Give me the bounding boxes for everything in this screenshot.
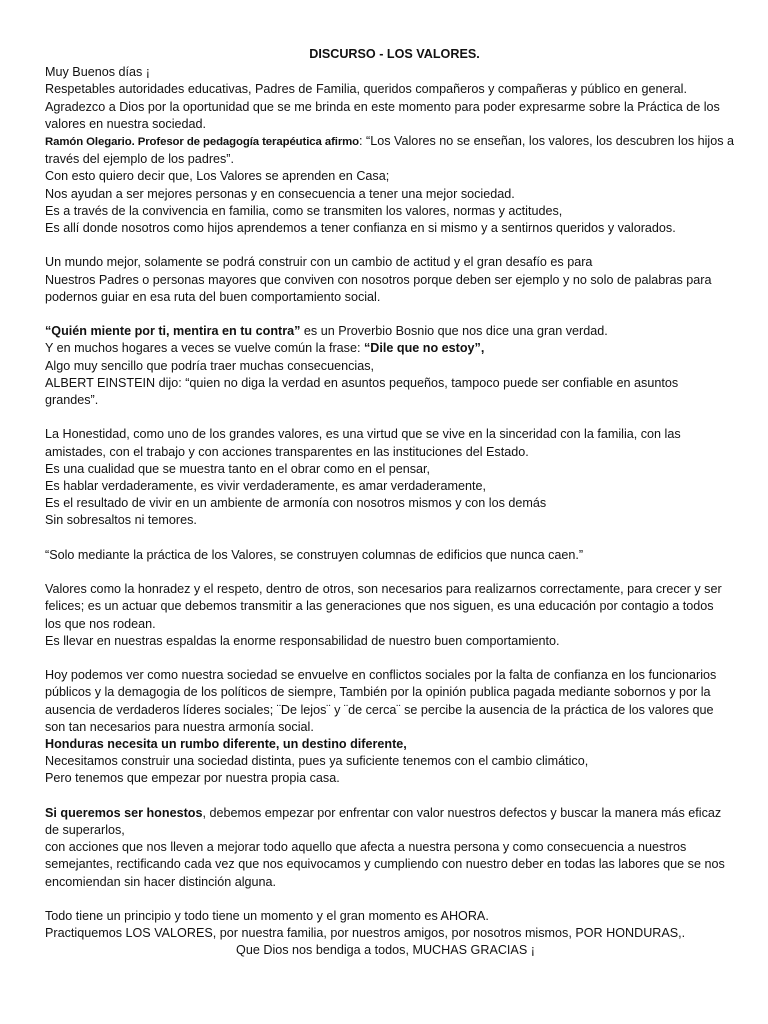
- text-line: Es una cualidad que se muestra tanto en el obrar como en el pensar,: [45, 461, 431, 476]
- text-segment: es un Proverbio Bosnio que nos dice una gran verdad.: [300, 324, 608, 339]
- paragraph-honesty: [45, 426, 726, 529]
- text-line: públicos y la demagogia de los políticos de siempre, También por la opinión publica pagada mediante sobornos y por la: [45, 685, 711, 700]
- text-segment: , debemos empezar por enfrentar con valor nuestros defectos y buscar la manera más eficaz: [202, 805, 722, 820]
- text-line: ausencia de verdaderos líderes sociales; ¨De lejos¨ y ¨de cerca¨ se percibe la ausencia de la práctica de los valores que: [45, 702, 714, 717]
- text-segment: : “Los Valores no se enseñan, los valores, los descubren los hijos a: [359, 134, 735, 149]
- text-line: Nuestros Padres o personas mayores que conviven con nosotros porque deben ser ejemplo y no solo de palabras para: [45, 272, 712, 287]
- text-line: Sin sobresaltos ni temores.: [45, 513, 197, 528]
- text-line: La Honestidad, como uno de los grandes valores, es una virtud que se vive en la sinceridad con la familia, con las: [45, 427, 681, 442]
- text-line: valores en nuestra sociedad.: [45, 116, 207, 131]
- text-line: ALBERT EINSTEIN dijo: “quien no diga la verdad en asuntos pequeños, tampoco puede ser confiable en asuntos: [45, 375, 679, 390]
- paragraph-society: [45, 667, 726, 787]
- paragraph-honest: [45, 805, 726, 891]
- text-line: felices; es un actuar que debemos transmitir a las generaciones que nos siguen, es una educación por contagio a todos: [45, 599, 714, 614]
- paragraph-spacer: [45, 237, 726, 254]
- text-line: Todo tiene un principio y todo tiene un momento y el gran momento es AHORA.: [45, 909, 489, 924]
- paragraph-spacer: [45, 409, 726, 426]
- closing-line: Que Dios nos bendiga a todos, MUCHAS GRACIAS ¡: [236, 943, 535, 958]
- text-line: Agradezco a Dios por la oportunidad que se me brinda en este momento para poder expresarme sobre la Práctica de los: [45, 99, 720, 114]
- text-line: amistades, con el trabajo y con acciones transparentes en las instituciones del Estado.: [45, 444, 529, 459]
- phrase-quote: “Dile que no estoy”,: [363, 341, 485, 356]
- text-line: encomiendan sin hacer distinción alguna.: [45, 874, 277, 889]
- text-line: [45, 340, 726, 357]
- text-line: de superarlos,: [45, 823, 125, 838]
- text-line: través del ejemplo de los padres”.: [45, 152, 235, 167]
- text-line: “Solo mediante la práctica de los Valores, se construyen columnas de edificios que nunca caen.”: [45, 547, 584, 562]
- text-line: Con esto quiero decir que, Los Valores se aprenden en Casa;: [45, 169, 390, 184]
- text-line: son tan necesarios para nuestra armonía social.: [45, 719, 314, 734]
- text-line: Algo muy sencillo que podría traer muchas consecuencias,: [45, 358, 375, 373]
- paragraph-closing: [45, 908, 726, 960]
- text-line: [45, 805, 726, 822]
- text-line: los que nos rodean.: [45, 616, 156, 631]
- text-line: Un mundo mejor, solamente se podrá construir con un cambio de actitud y el gran desafío es para: [45, 255, 593, 270]
- honduras-statement: Honduras necesita un rumbo diferente, un destino diferente,: [45, 737, 407, 752]
- honest-statement: Si queremos ser honestos: [45, 805, 203, 820]
- text-line: [45, 736, 726, 753]
- text-line: Necesitamos construir una sociedad distinta, pues ya suficiente tenemos con el cambio climático,: [45, 754, 589, 769]
- paragraph-proverb: [45, 323, 726, 409]
- text-line: podernos guiar en esa ruta del buen comportamiento social.: [45, 289, 381, 304]
- text-line: Es llevar en nuestras espaldas la enorme responsabilidad de nuestro buen comportamiento.: [45, 633, 560, 648]
- text-line: Respetables autoridades educativas, Padres de Familia, queridos compañeros y compañeras y público en general.: [45, 82, 687, 97]
- text-line: con acciones que nos lleven a mejorar todo aquello que afecta a nuestra persona y como consecuencia a nuestros: [45, 840, 687, 855]
- text-line: Es a través de la convivencia en familia, como se transmiten los valores, normas y actitudes,: [45, 203, 563, 218]
- text-line: Es allí donde nosotros como hijos aprendemos a tener confianza en si mismo y a sentirnos queridos y valorados.: [45, 221, 676, 236]
- paragraph-honor-respect: [45, 581, 726, 650]
- proverb-quote: “Quién miente por ti, mentira en tu contra”: [45, 324, 301, 339]
- text-line: Es hablar verdaderamente, es vivir verdaderamente, es amar verdaderamente,: [45, 479, 487, 494]
- paragraph-spacer: [45, 306, 726, 323]
- paragraph-spacer: [45, 564, 726, 581]
- document-title: DISCURSO - LOS VALORES.: [309, 47, 480, 61]
- text-line: Valores como la honradez y el respeto, dentro de otros, son necesarios para realizarnos correctamente, para crecer y ser: [45, 582, 722, 597]
- paragraph-spacer: [45, 788, 726, 805]
- paragraph-better-world: [45, 254, 726, 306]
- text-line: Hoy podemos ver como nuestra sociedad se envuelve en conflictos sociales por la falta de confianza en los funcionarios: [45, 668, 717, 683]
- text-line: Pero tenemos que empezar por nuestra propia casa.: [45, 771, 340, 786]
- text-line: Nos ayudan a ser mejores personas y en consecuencia a tener una mejor sociedad.: [45, 186, 515, 201]
- text-line: [45, 133, 735, 151]
- text-line: grandes”.: [45, 393, 99, 408]
- quote-author: Ramón Olegario. Profesor de pedagogía terapéutica afirmo: [45, 136, 360, 149]
- paragraph-spacer: [45, 650, 726, 667]
- text-line: Practiquemos LOS VALORES, por nuestra familia, por nuestros amigos, por nosotros mismos, POR HONDURAS,.: [45, 926, 686, 941]
- paragraph-greeting: [45, 64, 735, 237]
- text-line: Es el resultado de vivir en un ambiente de armonía con nosotros mismos y con los demás: [45, 496, 547, 511]
- paragraph-columns-quote: [45, 547, 726, 564]
- text-line: [45, 323, 726, 340]
- text-segment: Y en muchos hogares a veces se vuelve común la frase:: [45, 341, 364, 356]
- text-line: semejantes, rectificando cada vez que nos equivocamos y cumpliendo con nuestro deber en todas las labores que se nos: [45, 857, 725, 872]
- paragraph-spacer: [45, 530, 726, 547]
- paragraph-spacer: [45, 891, 726, 908]
- text-line: Muy Buenos días ¡: [45, 65, 150, 80]
